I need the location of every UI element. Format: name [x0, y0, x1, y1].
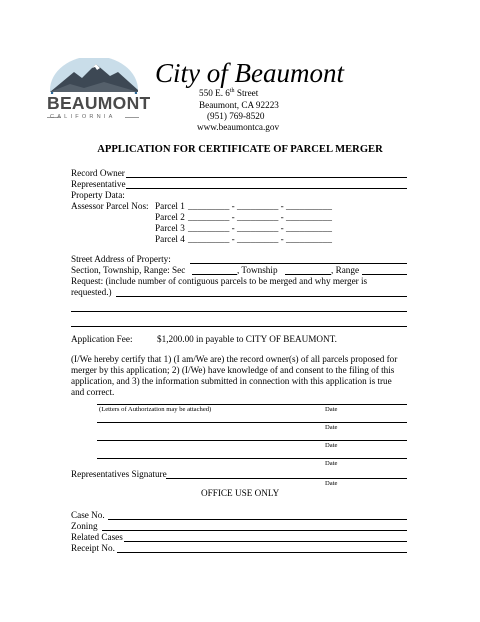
date-label-3: Date	[325, 442, 338, 449]
parcel-3-field[interactable]: _________ - _________ - __________	[188, 223, 332, 233]
signature-line-1[interactable]	[97, 404, 407, 405]
township-field[interactable]	[285, 274, 331, 275]
related-cases-label: Related Cases	[71, 532, 123, 542]
representatives-signature-field[interactable]	[166, 478, 407, 479]
section-field[interactable]	[192, 274, 237, 275]
logo-wordmark: BEAUMONT	[47, 93, 151, 113]
date-label-2: Date	[325, 424, 338, 431]
assessor-parcel-label: Assessor Parcel Nos:	[71, 201, 149, 211]
date-label-4: Date	[325, 460, 338, 467]
office-use-only-heading: OFFICE USE ONLY	[201, 488, 280, 498]
certification-line-4: and correct.	[71, 387, 115, 397]
representative-field[interactable]	[126, 188, 407, 189]
application-fee-value: $1,200.00 in payable to CITY OF BEAUMONT.	[157, 334, 337, 344]
certification-line-1: (I/We hereby certify that 1) (I am/We are) the record owner(s) of all parcels proposed for	[71, 354, 398, 364]
parcel-4-field[interactable]: _________ - _________ - __________	[188, 234, 332, 244]
address-line-2: Beaumont, CA 92223	[199, 100, 279, 110]
case-no-label: Case No.	[71, 510, 105, 520]
request-field-line-2[interactable]	[71, 311, 407, 312]
property-data-label: Property Data:	[71, 190, 125, 200]
letters-of-authorization-note: (Letters of Authorization may be attached)	[99, 406, 212, 413]
phone-number: (951) 769-8520	[207, 111, 265, 121]
request-field-line-3[interactable]	[71, 326, 407, 327]
address-street-number: 550 E. 6	[199, 88, 230, 99]
date-label-1: Date	[325, 406, 338, 413]
parcel-1-label: Parcel 1	[155, 201, 185, 211]
township-label: , Township	[237, 265, 278, 275]
zoning-field[interactable]	[102, 530, 407, 531]
request-label: Request: (include number of contiguous parcels to be merged and why merger is	[71, 276, 368, 286]
signature-line-4[interactable]	[97, 458, 407, 459]
city-title: City of Beaumont	[155, 58, 344, 88]
receipt-no-label: Receipt No.	[71, 543, 115, 553]
signature-line-3[interactable]	[97, 440, 407, 441]
signature-line-2[interactable]	[97, 422, 407, 423]
record-owner-label: Record Owner	[71, 168, 125, 178]
case-no-field[interactable]	[108, 519, 407, 520]
parcel-2-field[interactable]: _________ - _________ - __________	[188, 212, 332, 222]
parcel-3-label: Parcel 3	[155, 223, 185, 233]
record-owner-field[interactable]	[126, 177, 407, 178]
address-ordinal: th	[229, 88, 235, 94]
parcel-2-label: Parcel 2	[155, 212, 185, 222]
logo-subtitle: CALIFORNIA	[50, 114, 116, 120]
request-field-line-1[interactable]	[116, 296, 407, 297]
range-field[interactable]	[362, 274, 407, 275]
representative-label: Representative	[71, 179, 126, 189]
parcel-4-label: Parcel 4	[155, 234, 185, 244]
street-address-label: Street Address of Property:	[71, 254, 171, 264]
request-label-cont: requested.)	[71, 287, 112, 297]
representatives-signature-label: Representatives Signature	[71, 469, 167, 479]
section-label: Section, Township, Range: Sec	[71, 265, 186, 275]
zoning-label: Zoning	[71, 521, 98, 531]
logo-divider-right	[125, 117, 139, 118]
form-title: APPLICATION FOR CERTIFICATE OF PARCEL MERGER	[97, 144, 383, 155]
application-fee-label: Application Fee:	[71, 334, 133, 344]
related-cases-field[interactable]	[124, 541, 407, 542]
street-address-field[interactable]	[190, 263, 407, 264]
certification-line-3: application, and 3) the information submitted in connection with this application is true	[71, 376, 392, 386]
address-line-1	[199, 88, 258, 98]
address-street-name: Street	[234, 88, 259, 99]
certification-line-2: merger by this application; 2) (I/We) have knowledge of and consent to the filing of this	[71, 365, 395, 375]
range-label: , Range	[331, 265, 360, 275]
date-label-5: Date	[325, 480, 338, 487]
website: www.beaumontca.gov	[197, 122, 280, 132]
parcel-1-field[interactable]: _________ - _________ - __________	[188, 201, 332, 211]
receipt-no-field[interactable]	[117, 552, 407, 553]
